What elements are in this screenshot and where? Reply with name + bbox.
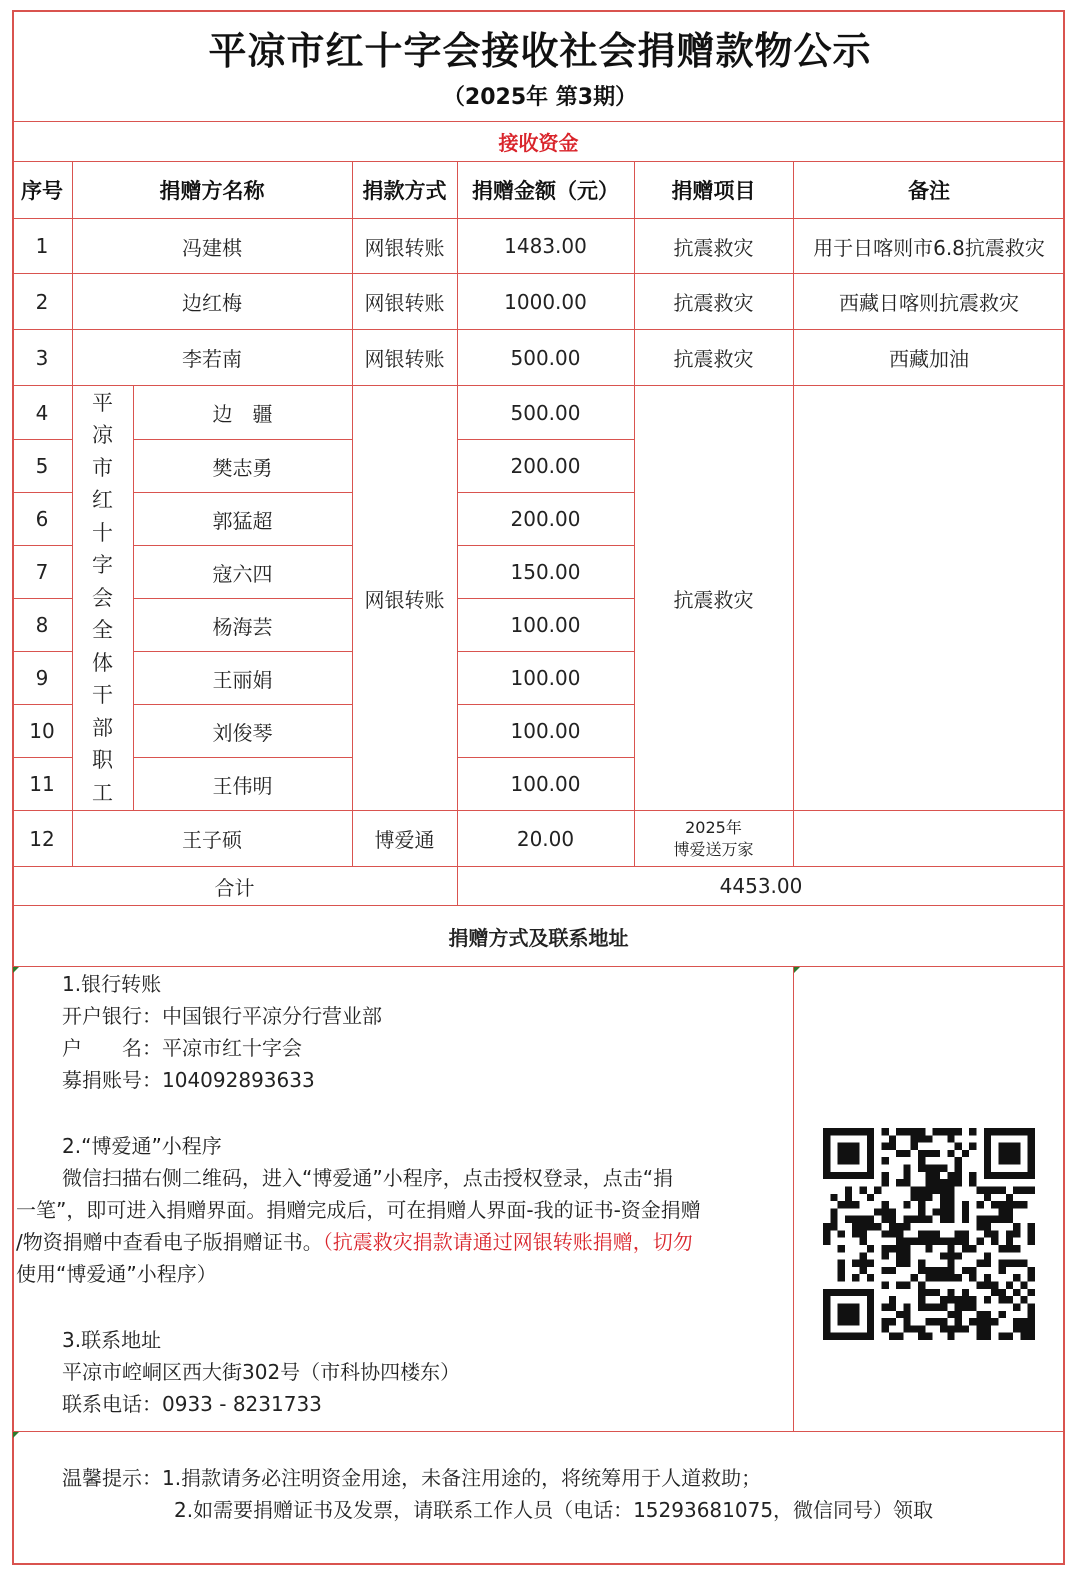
row-donor: 郭猛超 [212, 508, 273, 533]
row-donor: 边红梅 [182, 291, 242, 315]
row-project [634, 811, 793, 866]
row-amount: 200.00 [510, 507, 581, 531]
tip-line-1: 温馨提示：1.捐款请务必注明资金用途，未备注用途的，将统筹用于人道救助； [62, 1466, 762, 1490]
address-title: 3.联系地址 [62, 1328, 162, 1352]
row-amount: 20.00 [516, 826, 575, 851]
row-amount: 1000.00 [504, 289, 587, 314]
row-method: 网银转账 [364, 291, 445, 315]
tip-line-2: 2.如需要捐赠证书及发票，请联系工作人员（电话：15293681075，微信同号）领取 [174, 1498, 934, 1522]
app-instruction-line [16, 1226, 693, 1258]
bank-title: 1.银行转账 [62, 972, 162, 996]
row-method: 网银转账 [364, 347, 445, 371]
row-project: 抗震救灾 [673, 235, 754, 260]
page-title: 平凉市红十字会接收社会捐赠款物公示 [208, 29, 872, 73]
row-donor: 冯建棋 [182, 235, 242, 260]
row-no: 10 [29, 719, 55, 743]
row-no: 6 [35, 507, 49, 531]
header-no: 序号 [21, 179, 63, 203]
row-amount: 100.00 [510, 613, 581, 637]
row-method: 博爱通 [374, 828, 435, 852]
row-no: 11 [29, 772, 55, 796]
row-donor: 王伟明 [212, 773, 273, 798]
group-label: 平凉市红十字会全体干部职工 [92, 390, 113, 805]
row-donor: 王子硕 [182, 828, 242, 852]
row-amount: 1483.00 [504, 234, 587, 258]
row-amount: 150.00 [510, 560, 581, 584]
total-label: 合计 [214, 875, 255, 900]
row-amount: 100.00 [510, 719, 581, 743]
row-project: 抗震救灾 [673, 291, 754, 315]
row-no: 3 [35, 345, 49, 370]
row-project: 抗震救灾 [673, 347, 754, 371]
row-method: 网银转账 [364, 235, 445, 260]
cell-comment-marker [13, 967, 19, 973]
row-no: 2 [35, 289, 49, 314]
page-subtitle: （2025年 第3期） [442, 85, 638, 110]
qr-code-icon [823, 1128, 1035, 1340]
row-amount: 500.00 [510, 345, 581, 370]
group-project: 抗震救灾 [673, 587, 754, 612]
row-note: 用于日喀则市6.8抗震救灾 [813, 235, 1045, 260]
account-holder: 户 名：平凉市红十字会 [62, 1036, 302, 1060]
app-warning-text: （抗震救灾捐款请通过网银转账捐赠，切勿 [322, 1230, 693, 1254]
header-project: 捐赠项目 [671, 179, 756, 203]
bank-name: 开户银行：中国银行平凉分行营业部 [62, 1004, 382, 1028]
contact-section-title: 捐赠方式及联系地址 [448, 925, 629, 950]
row-no: 12 [29, 826, 55, 851]
row-amount: 100.00 [510, 666, 581, 690]
row-amount: 100.00 [510, 772, 581, 796]
row-note: 西藏加油 [889, 347, 969, 371]
header-method: 捐款方式 [362, 179, 447, 203]
header-note: 备注 [908, 179, 950, 203]
row-donor: 李若南 [182, 347, 242, 371]
row-no: 7 [35, 560, 49, 584]
total-amount: 4453.00 [719, 874, 803, 898]
section-funds-title: 接收资金 [498, 131, 579, 155]
row-project-line2: 博爱送万家 [673, 839, 754, 859]
row-no: 4 [35, 400, 49, 425]
app-title: 2.“博爱通”小程序 [62, 1134, 222, 1158]
row-donor: 杨海芸 [212, 614, 273, 639]
group-method: 网银转账 [364, 587, 445, 612]
row-no: 9 [35, 666, 49, 690]
phone: 联系电话：0933 - 8231733 [62, 1392, 322, 1416]
account-number: 募捐账号：104092893633 [62, 1068, 315, 1092]
row-amount: 200.00 [510, 454, 581, 478]
row-no: 5 [35, 454, 49, 478]
app-instruction-text: /物资捐赠中查看电子版捐赠证书。 [16, 1230, 323, 1254]
header-donor: 捐赠方名称 [159, 179, 265, 203]
row-donor: 樊志勇 [212, 455, 273, 480]
app-instruction-line: 一笔”，即可进入捐赠界面。捐赠完成后，可在捐赠人界面-我的证书-资金捐赠 [16, 1198, 701, 1222]
address: 平凉市崆峒区西大街302号（市科协四楼东） [62, 1360, 461, 1384]
cell-comment-marker [13, 1432, 19, 1438]
row-no: 8 [35, 613, 49, 637]
row-project-line1: 2025年 [685, 817, 742, 837]
row-amount: 500.00 [510, 400, 581, 425]
app-warning-text: 使用“博爱通”小程序） [16, 1262, 217, 1286]
header-amount: 捐赠金额（元） [472, 179, 619, 203]
row-donor: 王丽娟 [212, 667, 273, 692]
row-donor: 寇六四 [212, 561, 273, 586]
row-no: 1 [35, 234, 49, 258]
cell-comment-marker [794, 967, 800, 973]
row-donor: 边 疆 [212, 402, 273, 426]
row-donor: 刘俊琴 [212, 720, 273, 745]
row-note [793, 811, 1065, 866]
row-note: 西藏日喀则抗震救灾 [839, 291, 1019, 315]
app-instruction-line: 微信扫描右侧二维码，进入“博爱通”小程序，点击授权登录，点击“捐 [42, 1166, 674, 1190]
group-label-cell [72, 386, 133, 810]
